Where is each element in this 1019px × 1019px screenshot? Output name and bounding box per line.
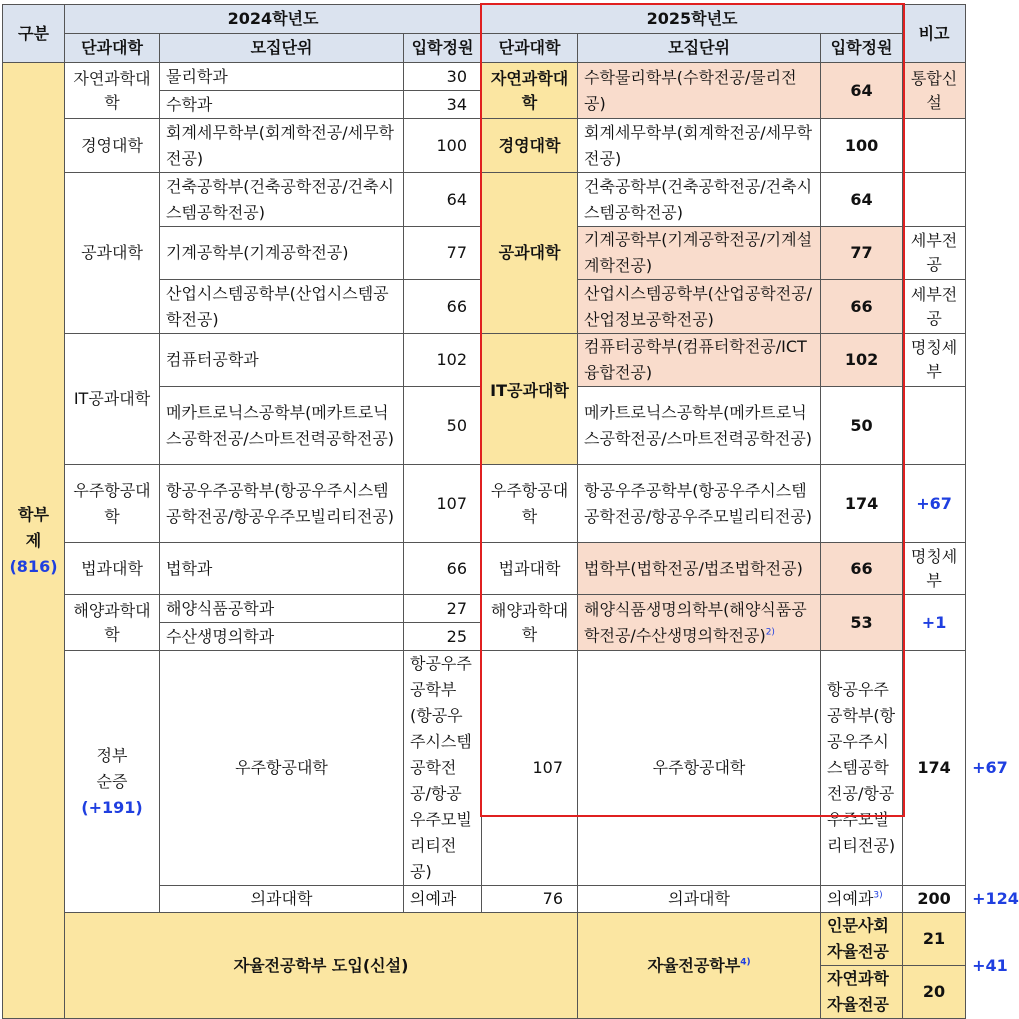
unit-med-2025 bbox=[821, 886, 903, 913]
note-acct bbox=[903, 119, 966, 173]
quota-cs-2024: 102 bbox=[404, 334, 482, 387]
unit-law-2025: 법학부(법학전공/법조법학전공) bbox=[578, 543, 821, 595]
section-jeongbu-label1: 정부 bbox=[96, 745, 128, 765]
quota-food: 27 bbox=[404, 595, 482, 623]
note-mathphys: 통합신설 bbox=[903, 63, 966, 119]
college-eng-2024: 공과대학 bbox=[65, 173, 160, 334]
quota-fish: 25 bbox=[404, 623, 482, 651]
footnote-4: 4) bbox=[740, 957, 751, 968]
unit-ocean-2025 bbox=[578, 595, 821, 651]
quota-free-hum: 21 bbox=[903, 913, 966, 966]
quota-ind-2024: 66 bbox=[404, 280, 482, 334]
quota-mecha-2025: 50 bbox=[821, 387, 903, 465]
unit-acct-2024: 회계세무학부(회계학전공/세무학전공) bbox=[160, 119, 404, 173]
header-bigo: 비고 bbox=[903, 5, 966, 63]
header-college-2024: 단과대학 bbox=[65, 34, 160, 63]
note-mecha bbox=[903, 387, 966, 465]
unit-aero-2025: 항공우주공학부(항공우주시스템공학전공/항공우주모빌리티전공) bbox=[578, 465, 821, 543]
note-aero: +67 bbox=[903, 465, 966, 543]
quota-math: 34 bbox=[404, 91, 482, 119]
quota-arch-2025: 64 bbox=[821, 173, 903, 227]
quota-mathphys: 64 bbox=[821, 63, 903, 119]
college-aero-2024: 우주항공대학 bbox=[65, 465, 160, 543]
unit-free-hum: 인문사회자율전공 bbox=[821, 913, 903, 966]
footnote-2: 2) bbox=[765, 627, 775, 638]
college-ocean-2025: 해양과학대학 bbox=[482, 595, 578, 651]
unit-free-sci: 자연과학자율전공 bbox=[821, 966, 903, 1019]
section-jeongbu-count: (+191) bbox=[81, 797, 143, 817]
quota-gov-aero-2024: 107 bbox=[482, 651, 578, 886]
section-hakbu-count: (816) bbox=[9, 556, 58, 576]
unit-cs-2024: 컴퓨터공학과 bbox=[160, 334, 404, 387]
header-unit-2024: 모집단위 bbox=[160, 34, 404, 63]
college-law-2025: 법과대학 bbox=[482, 543, 578, 595]
unit-ocean-2025-text: 해양식품생명의학부(해양식품공학전공/수산생명의학전공) bbox=[584, 599, 807, 645]
unit-law-2024: 법학과 bbox=[160, 543, 404, 595]
unit-arch-2025: 건축공학부(건축공학전공/건축시스템공학전공) bbox=[578, 173, 821, 227]
college-natural-2025: 자연과학대학 bbox=[482, 63, 578, 119]
header-college-2025: 단과대학 bbox=[482, 34, 578, 63]
header-quota-2024: 입학정원 bbox=[404, 34, 482, 63]
quota-cs-2025: 102 bbox=[821, 334, 903, 387]
college-law-2024: 법과대학 bbox=[65, 543, 160, 595]
quota-gov-aero-2025: 174 bbox=[903, 651, 966, 886]
quota-law-2024: 66 bbox=[404, 543, 482, 595]
quota-ocean-2025: 53 bbox=[821, 595, 903, 651]
quota-law-2025: 66 bbox=[821, 543, 903, 595]
note-cs: 명칭세부 bbox=[903, 334, 966, 387]
college-it-2025: IT공과대학 bbox=[482, 334, 578, 465]
quota-free-sci: 20 bbox=[903, 966, 966, 1019]
footnote-3: 3) bbox=[873, 890, 883, 901]
quota-mech-2024: 77 bbox=[404, 227, 482, 280]
unit-gov-aero-2025: 항공우주공학부(항공우주시스템공학전공/항공우주모빌리티전공) bbox=[821, 651, 903, 886]
unit-mech-2024: 기계공학부(기계공학전공) bbox=[160, 227, 404, 280]
quota-mech-2025: 77 bbox=[821, 227, 903, 280]
college-natural-2024: 자연과학대학 bbox=[65, 63, 160, 119]
unit-mecha-2024: 메카트로닉스공학부(메카트로닉스공학전공/스마트전력공학전공) bbox=[160, 387, 404, 465]
note-ocean: +1 bbox=[903, 595, 966, 651]
note-ind: 세부전공 bbox=[903, 280, 966, 334]
college-ocean-2024: 해양과학대학 bbox=[65, 595, 160, 651]
college-it-2024: IT공과대학 bbox=[65, 334, 160, 465]
quota-arch-2024: 64 bbox=[404, 173, 482, 227]
quota-physics: 30 bbox=[404, 63, 482, 91]
section-jeongbu bbox=[65, 651, 160, 913]
college-aero-2025: 우주항공대학 bbox=[482, 465, 578, 543]
quota-med-2025: 200 bbox=[903, 886, 966, 913]
section-jeongbu-label2: 순증 bbox=[96, 771, 128, 791]
unit-mathphys: 수학물리학부(수학전공/물리전공) bbox=[578, 63, 821, 119]
header-2024: 2024학년도 bbox=[65, 5, 482, 34]
header-quota-2025: 입학정원 bbox=[821, 34, 903, 63]
college-biz-2024: 경영대학 bbox=[65, 119, 160, 173]
unit-acct-2025: 회계세무학부(회계학전공/세무학전공) bbox=[578, 119, 821, 173]
unit-mech-2025: 기계공학부(기계공학전공/기계설계학전공) bbox=[578, 227, 821, 280]
free-major-intro: 자율전공학부 도입(신설) bbox=[65, 913, 578, 1019]
unit-food: 해양식품공학과 bbox=[160, 595, 404, 623]
note-arch bbox=[903, 173, 966, 227]
admission-quota-table: 구분 2024학년도 2025학년도 비고 단과대학 모집단위 입학정원 단과대학 모집단위 입학정원 학부 제 (816) 자연과학대학 물리학과 30 자연과학대학 수학물리학부(수학전공/물리전공) 64 통합신설 수학과 34 경영대학 회계세무학부(회계학전공/세무학전공) 100 경영대학 회계세무학부(회계학전공/세무학전공) 100 공과대학 건축공학부(건축공학전공/건축시스템공학전공) 64 공과대학 건축공학부(건축공학전공/건축시스템공학전공) 64 기계공학부(기계공학전공) 77 기계공학부(기계공학전공/기계설계학전공) 77 세부전공 산업시스템공학부(산업시스템공학전공) 66 산업시스템공학부(산업공학전공/산업정보공학전공) 66 세부전공 IT공과대학 컴퓨터공학과 102 IT공과대학 컴퓨터공학부(컴퓨터학전공/ICT융합전공) 102 명칭세부 메카트로닉스공학부(메카트로닉스공학전공/스마트전력공학전공) 50 메카트로닉스공학부(메카트로닉스공학전공/스마트전력공학전공) 50 우주항공대학 항공우주공학부(항공우주시스템공학전공/항공우주모빌리티전공) 107 우주항공대학 항공우주공학부(항공우주시스템공학전공/항공우주모빌리티전공) 174 +67 법과대학 법학과 66 법과대학 법학부(법학전공/법조법학전공) 66 명칭세부 해양과학대학 해양식품공학과 27 해양과학대학 해양식품생명의학부(해양식품공학전공/수산생명의학전공)$^{2)}$ 53 +1 수산생명의학과 25 정부 순증 (+191) 우주항공대학 항공우주공학부(항공우주시스템공학전공/항공우주모빌리티전공) 107 우주항공대학 항공우주공학부(항공우주시스템공학전공/항공우주모빌리티전공) 174 +67 의과대학 의예과 76 의과대학 의예과$^{3)}$ 200 +124 자율전공학부 도입(신설) 자율전공학부$^{4)}$ 인문사회자율전공 21 +41 자연과학자율전공 20 bbox=[2, 4, 966, 1019]
unit-physics: 물리학과 bbox=[160, 63, 404, 91]
section-hakbu-label2: 제 bbox=[25, 530, 42, 550]
quota-aero-2025: 174 bbox=[821, 465, 903, 543]
unit-med-2025-text: 의예과 bbox=[827, 889, 874, 908]
college-free bbox=[578, 913, 821, 1019]
header-2025: 2025학년도 bbox=[482, 5, 903, 34]
college-eng-2025: 공과대학 bbox=[482, 173, 578, 334]
header-unit-2025: 모집단위 bbox=[578, 34, 821, 63]
quota-acct-2024: 100 bbox=[404, 119, 482, 173]
quota-mecha-2024: 50 bbox=[404, 387, 482, 465]
college-free-text: 자율전공학부 bbox=[647, 955, 741, 975]
college-med-2024: 의과대학 bbox=[160, 886, 404, 913]
section-hakbu bbox=[3, 63, 65, 1019]
college-med-2025: 의과대학 bbox=[578, 886, 821, 913]
unit-gov-aero-2024: 항공우주공학부(항공우주시스템공학전공/항공우주모빌리티전공) bbox=[404, 651, 482, 886]
college-gov-aero-2025: 우주항공대학 bbox=[578, 651, 821, 886]
quota-aero-2024: 107 bbox=[404, 465, 482, 543]
section-hakbu-label1: 학부 bbox=[18, 504, 49, 524]
unit-cs-2025: 컴퓨터공학부(컴퓨터학전공/ICT융합전공) bbox=[578, 334, 821, 387]
unit-mecha-2025: 메카트로닉스공학부(메카트로닉스공학전공/스마트전력공학전공) bbox=[578, 387, 821, 465]
unit-med-2024: 의예과 bbox=[404, 886, 482, 913]
unit-ind-2024: 산업시스템공학부(산업시스템공학전공) bbox=[160, 280, 404, 334]
note-law: 명칭세부 bbox=[903, 543, 966, 595]
quota-acct-2025: 100 bbox=[821, 119, 903, 173]
college-gov-aero-2024: 우주항공대학 bbox=[160, 651, 404, 886]
note-mech: 세부전공 bbox=[903, 227, 966, 280]
quota-med-2024: 76 bbox=[482, 886, 578, 913]
unit-arch-2024: 건축공학부(건축공학전공/건축시스템공학전공) bbox=[160, 173, 404, 227]
unit-ind-2025: 산업시스템공학부(산업공학전공/산업정보공학전공) bbox=[578, 280, 821, 334]
unit-aero-2024: 항공우주공학부(항공우주시스템공학전공/항공우주모빌리티전공) bbox=[160, 465, 404, 543]
unit-fish: 수산생명의학과 bbox=[160, 623, 404, 651]
quota-ind-2025: 66 bbox=[821, 280, 903, 334]
unit-math: 수학과 bbox=[160, 91, 404, 119]
college-biz-2025: 경영대학 bbox=[482, 119, 578, 173]
header-gubun: 구분 bbox=[3, 5, 65, 63]
